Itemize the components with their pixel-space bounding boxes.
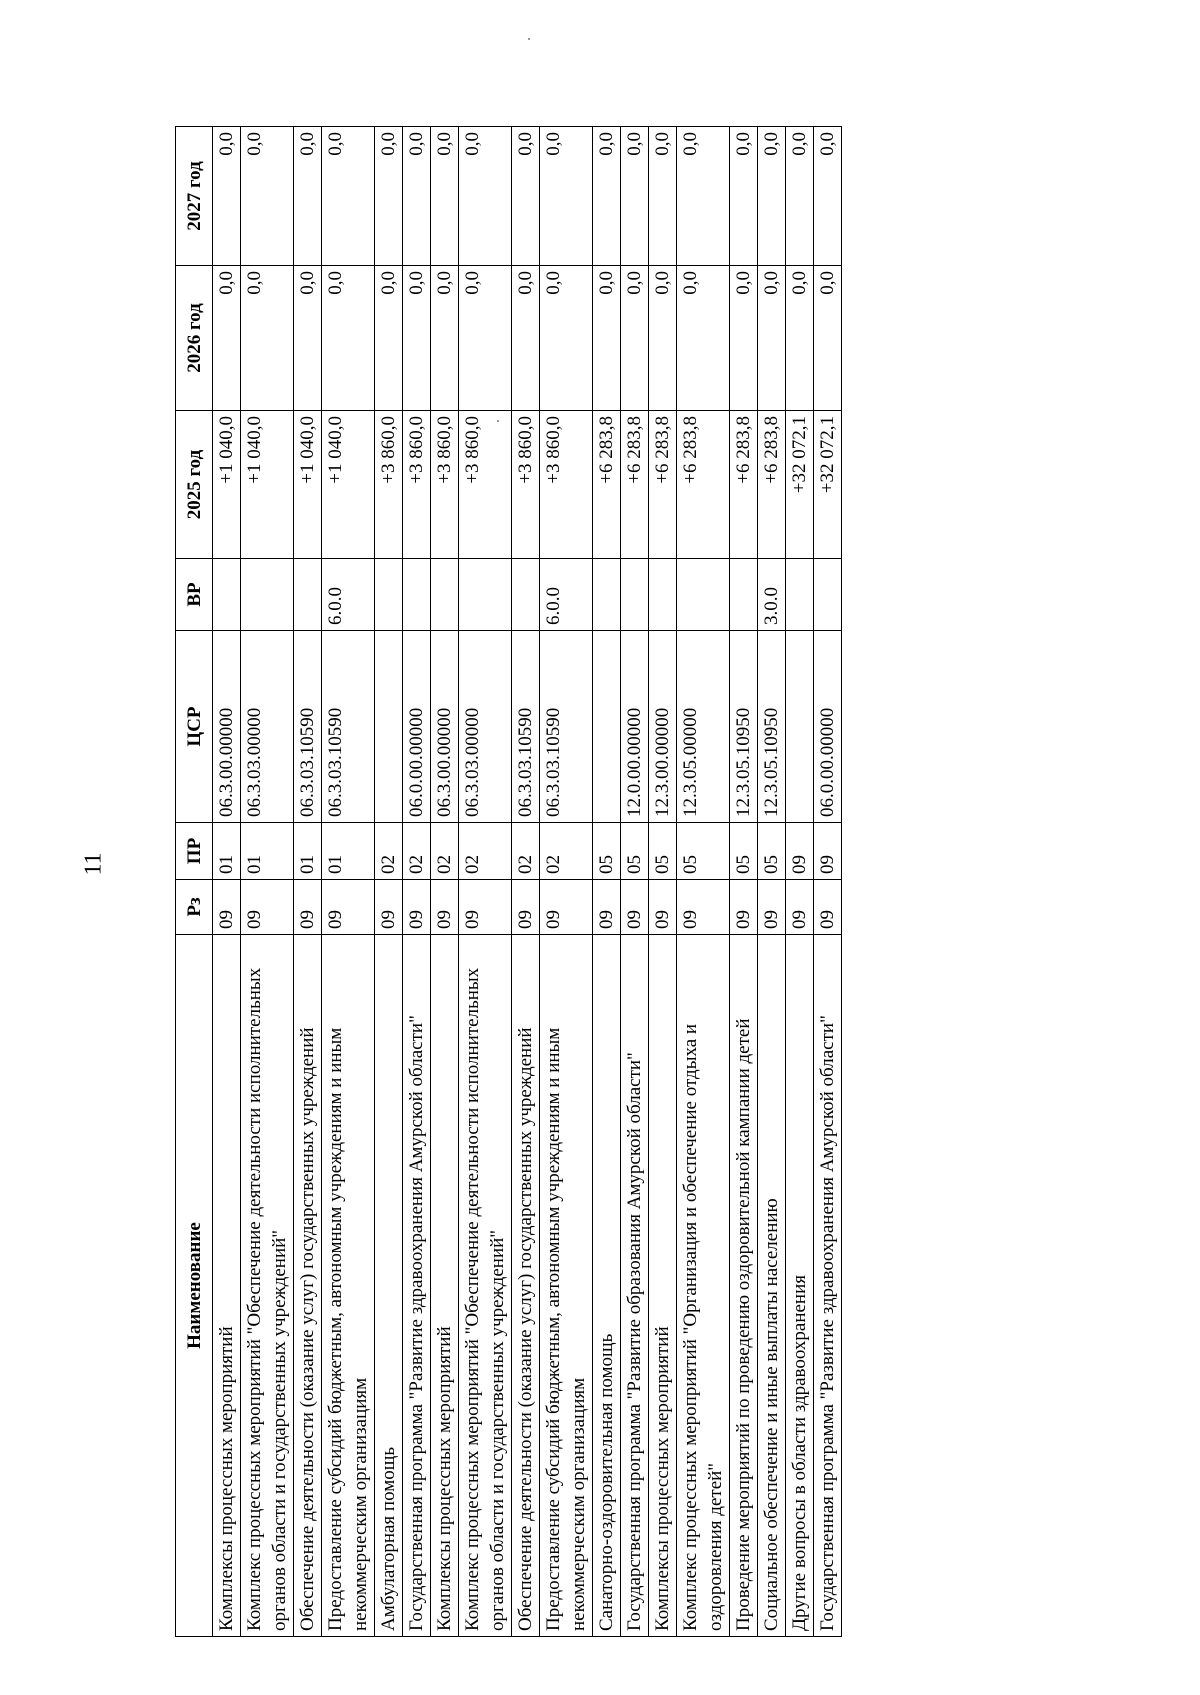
header-rz: Рз: [176, 880, 213, 935]
cell-2027: 0,0: [322, 127, 375, 266]
cell-pr: 02: [403, 823, 431, 880]
cell-vr: 3.0.0: [758, 559, 786, 631]
cell-pr: 05: [730, 823, 758, 880]
cell-2025: +6 283,8: [593, 411, 621, 559]
cell-csr: 06.3.03.10590: [322, 631, 375, 823]
cell-rz: 09: [649, 880, 677, 935]
cell-csr: [786, 631, 814, 823]
table-row: [621, 127, 649, 1637]
cell-name: Амбулаторная помощь: [375, 935, 403, 1637]
cell-2025: +6 283,8: [758, 411, 786, 559]
cell-2027: 0,0: [375, 127, 403, 266]
header-csr: ЦСР: [176, 631, 213, 823]
table-row: [649, 127, 677, 1637]
cell-vr: [730, 559, 758, 631]
cell-name: Государственная программа "Развитие образования Амурской области": [621, 935, 649, 1637]
cell-2025: +1 040,0: [241, 411, 294, 559]
cell-2026: 0,0: [649, 266, 677, 411]
cell-name: Обеспечение деятельности (оказание услуг) государственных учреждений: [294, 935, 322, 1637]
cell-vr: 6.0.0: [540, 559, 593, 631]
cell-rz: 09: [593, 880, 621, 935]
cell-2027: 0,0: [677, 127, 730, 266]
header-name: Наименование: [176, 935, 213, 1637]
cell-2026: 0,0: [459, 266, 512, 411]
cell-csr: 06.3.00.00000: [213, 631, 241, 823]
cell-2027: 0,0: [786, 127, 814, 266]
cell-2027: 0,0: [213, 127, 241, 266]
cell-pr: 02: [512, 823, 540, 880]
cell-2025: +6 283,8: [730, 411, 758, 559]
cell-pr: 05: [621, 823, 649, 880]
cell-2025: +1 040,0: [322, 411, 375, 559]
cell-2025: +3 860,0: [375, 411, 403, 559]
cell-name: Комплекс процессных мероприятий "Обеспечение деятельности исполнительных органов области и государственных учреждений": [459, 935, 512, 1637]
cell-2025: +3 860,0: [540, 411, 593, 559]
cell-csr: 12.3.05.10950: [730, 631, 758, 823]
cell-vr: [375, 559, 403, 631]
cell-name: Обеспечение деятельности (оказание услуг) государственных учреждений: [512, 935, 540, 1637]
cell-csr: 12.3.00.00000: [649, 631, 677, 823]
cell-name: Комплекс процессных мероприятий "Обеспечение деятельности исполнительных органов области и государственных учреждений": [241, 935, 294, 1637]
cell-name: Комплексы процессных мероприятий: [649, 935, 677, 1637]
cell-vr: [814, 559, 842, 631]
cell-pr: 05: [593, 823, 621, 880]
cell-2026: 0,0: [786, 266, 814, 411]
cell-2026: 0,0: [814, 266, 842, 411]
cell-csr: 12.0.00.00000: [621, 631, 649, 823]
cell-2026: 0,0: [322, 266, 375, 411]
table-header-row: [176, 127, 213, 1637]
cell-2026: 0,0: [621, 266, 649, 411]
cell-2025: +3 860,0: [431, 411, 459, 559]
cell-rz: 09: [241, 880, 294, 935]
table-row: [512, 127, 540, 1637]
cell-rz: 09: [459, 880, 512, 935]
cell-2027: 0,0: [593, 127, 621, 266]
header-2025: 2025 год: [176, 411, 213, 559]
cell-rz: 09: [294, 880, 322, 935]
cell-pr: 02: [459, 823, 512, 880]
cell-csr: 06.3.03.10590: [512, 631, 540, 823]
cell-rz: 09: [403, 880, 431, 935]
cell-pr: 09: [814, 823, 842, 880]
cell-2025: +3 860,0: [403, 411, 431, 559]
table-row: [677, 127, 730, 1637]
cell-rz: 09: [814, 880, 842, 935]
cell-2025: +1 040,0: [294, 411, 322, 559]
cell-name: Предоставление субсидий бюджетным, автономным учреждениям и иным некоммерческим организациям: [322, 935, 375, 1637]
cell-2027: 0,0: [294, 127, 322, 266]
rotated-table-wrapper: [175, 127, 1200, 1637]
cell-name: Комплексы процессных мероприятий: [213, 935, 241, 1637]
header-vr: ВР: [176, 559, 213, 631]
cell-2027: 0,0: [649, 127, 677, 266]
table-row: [241, 127, 294, 1637]
cell-pr: 05: [649, 823, 677, 880]
cell-rz: 09: [758, 880, 786, 935]
cell-rz: 09: [512, 880, 540, 935]
cell-2026: 0,0: [730, 266, 758, 411]
cell-pr: 01: [294, 823, 322, 880]
cell-pr: 09: [786, 823, 814, 880]
table-row: [403, 127, 431, 1637]
cell-name: Социальное обеспечение и иные выплаты населению: [758, 935, 786, 1637]
cell-pr: 01: [322, 823, 375, 880]
cell-2026: 0,0: [403, 266, 431, 411]
table-row: [322, 127, 375, 1637]
cell-2027: 0,0: [621, 127, 649, 266]
cell-vr: [431, 559, 459, 631]
cell-2025: +32 072,1: [814, 411, 842, 559]
cell-vr: [786, 559, 814, 631]
cell-2026: 0,0: [241, 266, 294, 411]
cell-name: Санаторно-оздоровительная помощь: [593, 935, 621, 1637]
cell-csr: 06.0.00.00000: [403, 631, 431, 823]
table-row: [431, 127, 459, 1637]
table-row: [593, 127, 621, 1637]
cell-2027: 0,0: [540, 127, 593, 266]
cell-2026: 0,0: [593, 266, 621, 411]
cell-csr: 06.3.03.10590: [294, 631, 322, 823]
header-pr: ПР: [176, 823, 213, 880]
cell-2026: 0,0: [677, 266, 730, 411]
cell-2025: +6 283,8: [621, 411, 649, 559]
cell-csr: 06.3.00.00000: [431, 631, 459, 823]
cell-rz: 09: [375, 880, 403, 935]
table-body: [213, 127, 842, 1637]
table-row: [730, 127, 758, 1637]
cell-rz: 09: [730, 880, 758, 935]
header-2026: 2026 год: [176, 266, 213, 411]
cell-csr: 12.3.05.10950: [758, 631, 786, 823]
cell-2027: 0,0: [730, 127, 758, 266]
cell-pr: 02: [540, 823, 593, 880]
cell-vr: [593, 559, 621, 631]
cell-2025: +32 072,1: [786, 411, 814, 559]
cell-rz: 09: [431, 880, 459, 935]
cell-rz: 09: [786, 880, 814, 935]
cell-2027: 0,0: [459, 127, 512, 266]
table-row: [814, 127, 842, 1637]
cell-csr: 06.0.00.00000: [814, 631, 842, 823]
cell-2026: 0,0: [213, 266, 241, 411]
cell-2026: 0,0: [758, 266, 786, 411]
budget-table: [175, 126, 842, 1637]
cell-2026: 0,0: [431, 266, 459, 411]
cell-pr: 05: [677, 823, 730, 880]
cell-vr: [459, 559, 512, 631]
cell-pr: 02: [431, 823, 459, 880]
cell-2027: 0,0: [431, 127, 459, 266]
cell-name: Комплексы процессных мероприятий: [431, 935, 459, 1637]
cell-2027: 0,0: [814, 127, 842, 266]
cell-vr: [403, 559, 431, 631]
cell-pr: 02: [375, 823, 403, 880]
cell-rz: 09: [621, 880, 649, 935]
cell-pr: 01: [241, 823, 294, 880]
cell-vr: 6.0.0: [322, 559, 375, 631]
cell-name: Предоставление субсидий бюджетным, автономным учреждениям и иным некоммерческим организациям: [540, 935, 593, 1637]
table-row: [758, 127, 786, 1637]
table-row: [375, 127, 403, 1637]
cell-pr: 05: [758, 823, 786, 880]
cell-2027: 0,0: [403, 127, 431, 266]
scan-speck: [528, 38, 530, 40]
cell-2025: +6 283,8: [649, 411, 677, 559]
cell-vr: [621, 559, 649, 631]
cell-name: Проведение мероприятий по проведению оздоровительной кампании детей: [730, 935, 758, 1637]
table-row: [540, 127, 593, 1637]
cell-vr: [213, 559, 241, 631]
cell-2027: 0,0: [758, 127, 786, 266]
table-row: [786, 127, 814, 1637]
cell-2027: 0,0: [241, 127, 294, 266]
cell-csr: [375, 631, 403, 823]
cell-csr: [593, 631, 621, 823]
table-row: [213, 127, 241, 1637]
cell-2026: 0,0: [512, 266, 540, 411]
cell-2026: 0,0: [294, 266, 322, 411]
cell-pr: 01: [213, 823, 241, 880]
cell-csr: 06.3.03.00000: [459, 631, 512, 823]
cell-name: Государственная программа "Развитие здравоохранения Амурской области": [814, 935, 842, 1637]
cell-vr: [649, 559, 677, 631]
cell-name: Комплекс процессных мероприятий "Организация и обеспечение отдыха и оздоровления детей": [677, 935, 730, 1637]
cell-name: Другие вопросы в области здравоохранения: [786, 935, 814, 1637]
cell-2025: +3 860,0: [459, 411, 512, 559]
cell-2025: +3 860,0: [512, 411, 540, 559]
cell-2025: +6 283,8: [677, 411, 730, 559]
cell-vr: [512, 559, 540, 631]
cell-rz: 09: [540, 880, 593, 935]
table-row: [459, 127, 512, 1637]
table-row: [294, 127, 322, 1637]
cell-rz: 09: [322, 880, 375, 935]
page-number: 11: [80, 852, 107, 876]
cell-2025: +1 040,0: [213, 411, 241, 559]
cell-name: Государственная программа "Развитие здравоохранения Амурской области": [403, 935, 431, 1637]
cell-rz: 09: [677, 880, 730, 935]
cell-csr: 06.3.03.10590: [540, 631, 593, 823]
cell-csr: 12.3.05.00000: [677, 631, 730, 823]
cell-vr: [241, 559, 294, 631]
cell-2026: 0,0: [540, 266, 593, 411]
cell-vr: [677, 559, 730, 631]
cell-rz: 09: [213, 880, 241, 935]
cell-vr: [294, 559, 322, 631]
header-2027: 2027 год: [176, 127, 213, 266]
cell-csr: 06.3.03.00000: [241, 631, 294, 823]
cell-2026: 0,0: [375, 266, 403, 411]
cell-2027: 0,0: [512, 127, 540, 266]
